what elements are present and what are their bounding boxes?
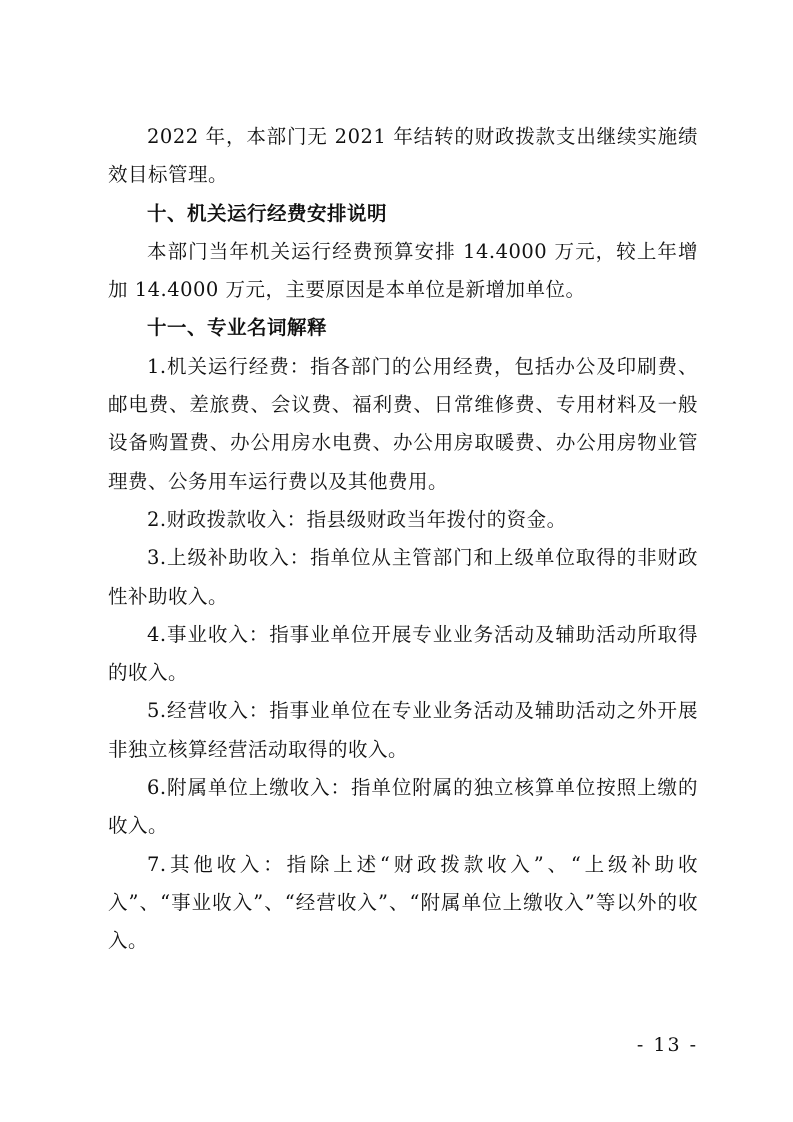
paragraph-operating-expenses: 本部门当年机关运行经费预算安排 14.4000 万元，较上年增加 14.4000 万元，主要原因是本单位是新增加单位。 (108, 239, 698, 302)
glossary-item-fiscal-appropriation: 2.财政拨款收入：指县级财政当年拨付的资金。 (147, 507, 567, 531)
glossary-item-business-income: 4.事业收入：指事业单位开展专业业务活动及辅助活动所取得的收入。 (108, 622, 698, 685)
glossary-item-operating-income: 5.经营收入：指事业单位在专业业务活动及辅助活动之外开展非独立核算经营活动取得的收入。 (108, 699, 698, 761)
section-heading-operating-expenses: 十、机关运行经费安排说明 (147, 201, 388, 225)
paragraph-performance-management: 2022 年，本部门无 2021 年结转的财政拨款支出继续实施绩效目标管理。 (108, 125, 698, 187)
glossary-item-affiliated-unit-income: 6.附属单位上缴收入：指单位附属的独立核算单位按照上缴的收入。 (108, 776, 698, 838)
glossary-item-operating-expenses: 1.机关运行经费：指各部门的公用经费，包括办公及印刷费、邮电费、差旅费、会议费、福利费、日常维修费、专用材料及一般设备购置费、办公用房水电费、办公用房取暖费、办公用房物业管理费、公务用车运行费以及其他费用。 (108, 354, 698, 493)
page-number: - 13 - (636, 1034, 698, 1056)
document-body (108, 118, 698, 961)
glossary-item-superior-subsidy: 3.上级补助收入：指单位从主管部门和上级单位取得的非财政性补助收入。 (108, 546, 698, 608)
glossary-item-other-income: 7.其他收入：指除上述“财政拨款收入”、“上级补助收入”、“事业收入”、“经营收入”、“附属单位上缴收入”等以外的收入。 (108, 852, 698, 953)
section-heading-glossary: 十一、专业名词解释 (147, 316, 328, 340)
